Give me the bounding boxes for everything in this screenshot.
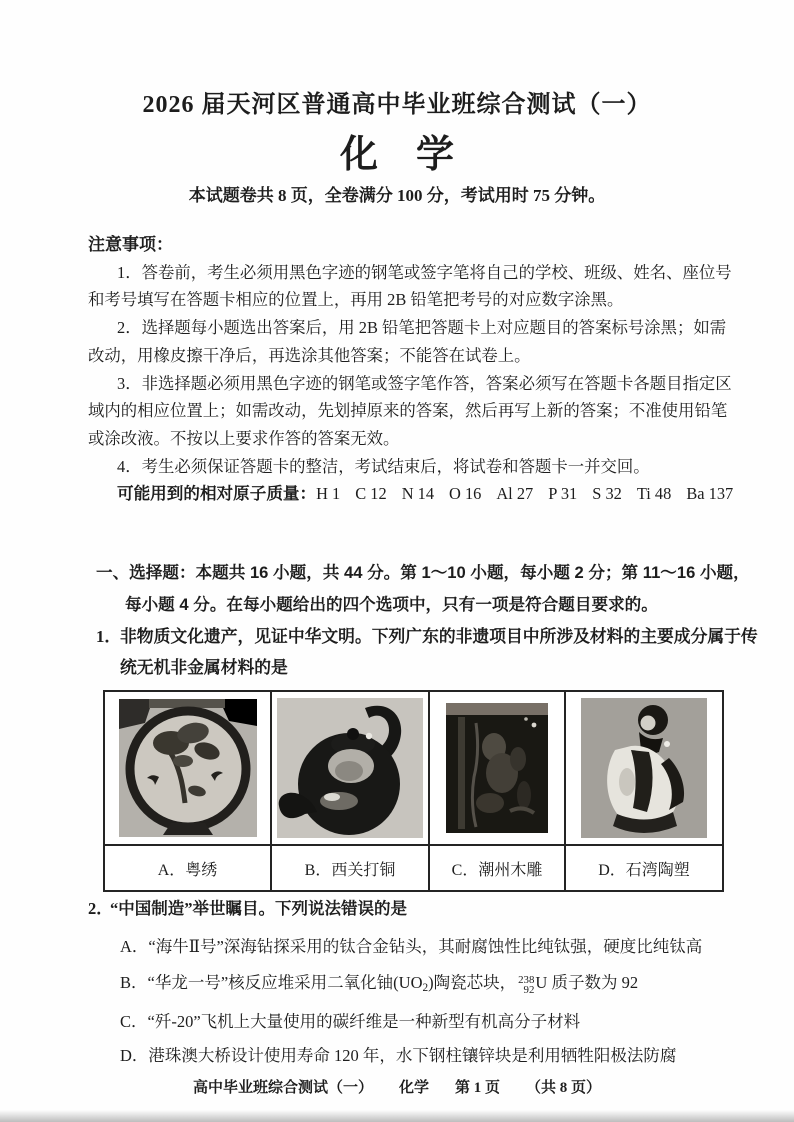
q2-option-c: C．“歼-20”飞机上大量使用的碳纤维是一种新型有机高分子材料 bbox=[120, 1011, 581, 1031]
q1-option-b-label: B．西关打铜 bbox=[304, 861, 396, 879]
q2-option-b bbox=[88, 972, 750, 999]
notice-item-1: 1．答卷前，考生必须用黑色字迹的钢笔或签字笔将自己的学校、班级、姓名、座位号和考号填写在答题卡相应的位置上，再用 2B 铅笔把考号的对应数字涂黑。 bbox=[88, 262, 732, 310]
footer-subject: 化学 bbox=[398, 1080, 429, 1096]
page-footer bbox=[0, 1076, 794, 1097]
subject-title: 化 学 bbox=[339, 134, 454, 176]
q1-option-d-label: D．石湾陶塑 bbox=[598, 861, 690, 879]
q1-option-c-column bbox=[430, 692, 566, 890]
uranium-isotope-notation bbox=[518, 975, 534, 996]
question-2 bbox=[88, 898, 750, 1067]
footer-test-name: 高中毕业班综合测试（一） bbox=[192, 1080, 373, 1096]
atomic-mass-al: Al 27 bbox=[496, 484, 534, 504]
atomic-mass-n: N 14 bbox=[401, 484, 435, 504]
notice-item-2: 2．选择题每小题选出答案后，用 2B 铅笔把答题卡上对应题目的答案标号涂黑；如需改动，用橡皮擦干净后，再选涂其他答案；不能答在试卷上。 bbox=[88, 318, 727, 365]
q2-option-b-text-2: )陶瓷芯块， bbox=[428, 973, 517, 992]
question-2-text: “中国制造”举世瞩目。下列说法错误的是 bbox=[110, 899, 407, 918]
atomic-mass-c: C 12 bbox=[355, 484, 387, 504]
q1-option-a-label: A．粤绣 bbox=[157, 861, 218, 879]
q2-option-b-text-1: B．“华龙一号”核反应堆采用二氧化铀(UO bbox=[120, 973, 423, 992]
wood-carving-photo bbox=[446, 703, 548, 833]
q2-option-a: A．“海牛Ⅱ号”深海钻探采用的钛合金钻头，其耐腐蚀性比纯钛强，硬度比纯钛高 bbox=[120, 937, 703, 956]
notice-heading: 注意事项： bbox=[88, 235, 173, 254]
multiple-choice-section bbox=[96, 557, 766, 684]
q1-option-b-photo-cell bbox=[272, 692, 428, 846]
page-title: 2026 届天河区普通高中毕业班综合测试（一） bbox=[142, 92, 652, 118]
question-1-number: 1． bbox=[96, 626, 122, 646]
q1-option-a-photo-cell bbox=[105, 692, 270, 846]
isotope-atomic-number: 92 bbox=[523, 983, 535, 996]
q2-option-b-text-3: U 质子数为 92 bbox=[535, 973, 639, 992]
q2-option-b-uo2-subscript: 2 bbox=[422, 981, 429, 994]
q1-option-c-photo-cell bbox=[430, 692, 564, 846]
atomic-mass-ba: Ba 137 bbox=[686, 484, 734, 504]
question-2-number: 2． bbox=[88, 899, 113, 918]
atomic-mass-label: 可能用到的相对原子质量： bbox=[117, 484, 317, 504]
ceramic-figurine-photo bbox=[581, 698, 707, 838]
question-1-text: 非物质文化遗产，见证中华文明。下列广东的非遗项目中所涉及材料的主要成分属于传统无机非金属材料的是 bbox=[120, 626, 758, 678]
section-one-header: 一、选择题：本题共 16 小题，共 44 分。第 1～10 小题，每小题 2 分；第 11～16 小题，每小题 4 分。在每小题给出的四个选项中，只有一项是符合题目要求的。 bbox=[96, 563, 750, 614]
footer-total-pages: （共 8 页） bbox=[526, 1080, 602, 1096]
q2-option-d: D．港珠澳大桥设计使用寿命 120 年，水下钢柱镶锌块是利用牺牲阳极法防腐 bbox=[120, 1045, 677, 1065]
scan-edge-shadow bbox=[0, 1110, 794, 1122]
isotope-mass-number: 238 bbox=[518, 973, 535, 986]
q1-option-b-column bbox=[272, 692, 430, 890]
atomic-mass-h: H 1 bbox=[316, 484, 341, 504]
copper-teapot-photo bbox=[277, 698, 423, 838]
q1-option-c-label: C．潮州木雕 bbox=[451, 861, 543, 879]
notice-item-3: 3．非选择题必须用黑色字迹的钢笔或签字笔作答，答案必须写在答题卡各题目指定区域内的相应位置上；如需改动，先划掉原来的答案，然后再写上新的答案；不准使用铅笔或涂改液。不按以上要求作答的答案无效。 bbox=[88, 373, 732, 448]
question-1-stem bbox=[96, 621, 766, 685]
notice-section bbox=[88, 231, 740, 508]
atomic-mass-p: P 31 bbox=[548, 484, 578, 504]
question-2-stem bbox=[88, 898, 750, 920]
notice-item-4: 4．考生必须保证答题卡的整洁，考试结束后，将试卷和答题卡一并交回。 bbox=[117, 456, 650, 476]
atomic-mass-s: S 32 bbox=[592, 484, 622, 504]
atomic-mass-line bbox=[88, 480, 740, 508]
question-1-options-table bbox=[103, 690, 724, 892]
footer-page-number: 第 1 页 bbox=[455, 1080, 501, 1096]
q1-option-d-photo-cell bbox=[566, 692, 722, 846]
q1-option-d-column bbox=[566, 692, 722, 890]
exam-info-line: 本试题卷共 8 页，全卷满分 100 分，考试用时 75 分钟。 bbox=[188, 186, 606, 205]
q1-option-a-column bbox=[105, 692, 272, 890]
atomic-mass-o: O 16 bbox=[449, 484, 482, 504]
atomic-mass-ti: Ti 48 bbox=[636, 484, 672, 504]
embroidery-plate-photo bbox=[119, 699, 257, 837]
